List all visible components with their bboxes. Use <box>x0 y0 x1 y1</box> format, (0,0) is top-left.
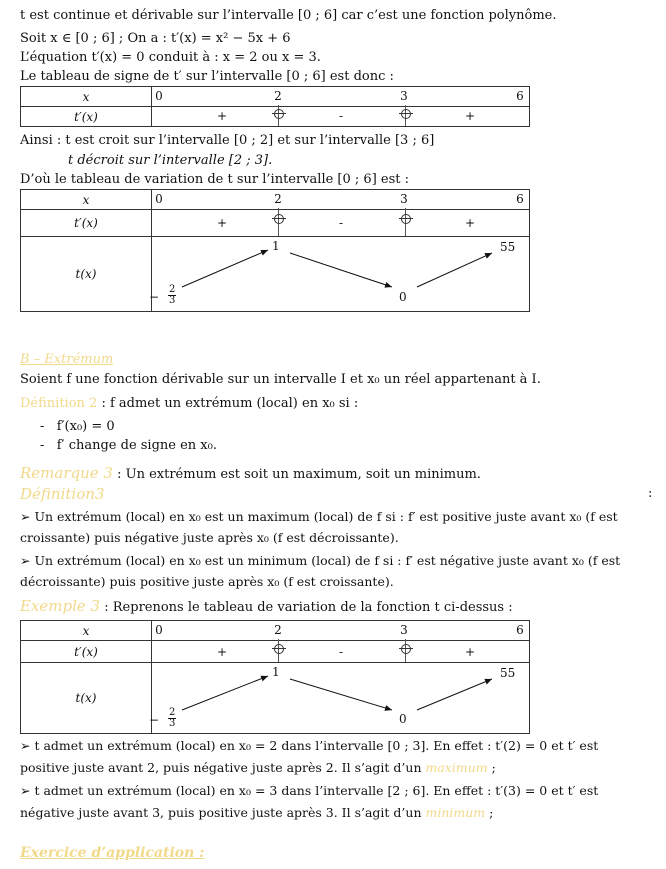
neg-sign: − <box>148 713 160 727</box>
conclusion-2-line-1: ➢ t admet un extrémum (local) en x₀ = 3 dans l’intervalle [2 ; 6]. En effet : t′(3) = 0 et t′ est <box>20 783 599 798</box>
sign-table <box>20 86 530 127</box>
value-end: 55 <box>500 240 516 254</box>
dt-header: t′(x) <box>21 210 152 237</box>
sign-plus-2: + <box>464 645 476 659</box>
x-header: x <box>21 190 152 210</box>
conclusion-1-text: positive juste avant 2, puis négative juste après 2. Il s’agit d’un <box>20 760 422 775</box>
x-6: 6 <box>516 623 524 637</box>
x-3: 3 <box>400 192 408 206</box>
line-continuity: t est continue et dérivable sur l’intervalle [0 ; 6] car c’est une fonction polynôme. <box>20 8 557 23</box>
definition-3-label: Définition3 <box>20 485 105 503</box>
x-3: 3 <box>400 89 408 103</box>
sign-plus-1: + <box>216 216 228 230</box>
value-max: 1 <box>272 239 280 253</box>
line-equation: L’équation t′(x) = 0 conduit à : x = 2 ou x = 3. <box>20 50 321 65</box>
variation-table-2 <box>20 620 530 734</box>
minimum-word: minimum <box>425 805 486 820</box>
exemple-3-label: Exemple 3 <box>20 597 101 615</box>
sign-minus: - <box>338 216 344 230</box>
remarque-3-label: Remarque 3 <box>20 464 113 482</box>
maximum-word: maximum <box>425 760 488 775</box>
exercise-heading: Exercice d’application : <box>20 845 205 861</box>
x-header: x <box>21 621 152 641</box>
minimum-def-line-1: ➢ Un extrémum (local) en x₀ est un minimum (local) de f si : f′ est négative juste avant x₀ (f est <box>20 553 621 568</box>
remarque-3-text: : Un extrémum est soit un maximum, soit un minimum. <box>117 467 481 482</box>
line-increasing: Ainsi : t est croit sur l’intervalle [0 ; 2] et sur l’intervalle [3 ; 6] <box>20 133 435 148</box>
frac-num: 2 <box>169 707 176 718</box>
x-0: 0 <box>155 623 163 637</box>
exemple-3-text: : Reprenons le tableau de variation de la fonction t ci-dessus : <box>104 600 513 615</box>
zero-marker <box>401 214 411 224</box>
definition-3-colon: : <box>648 486 653 501</box>
minimum-def-line-2: décroissante) puis positive juste après x₀ (f est croissante). <box>20 574 394 589</box>
t-header: t(x) <box>21 237 152 312</box>
sign-plus-2: + <box>464 109 476 123</box>
zero-marker <box>274 644 284 654</box>
frac-den: 3 <box>169 295 176 306</box>
conclusion-2-line-2 <box>20 805 493 821</box>
frac-den: 3 <box>169 718 176 729</box>
line-variation-intro: D’où le tableau de variation de t sur l’intervalle [0 ; 6] est : <box>20 172 409 187</box>
line-decreasing: t décroit sur l’intervalle [2 ; 3]. <box>68 153 273 168</box>
line-derivative: Soit x ∈ [0 ; 6] ; On a : t′(x) = x² − 5x + 6 <box>20 31 291 46</box>
dt-header: t′(x) <box>21 107 152 127</box>
semicolon: ; <box>489 805 494 820</box>
x-header: x <box>21 87 152 107</box>
value-end: 55 <box>500 666 516 680</box>
semicolon: ; <box>491 760 496 775</box>
value-max: 1 <box>272 665 280 679</box>
x-6: 6 <box>516 89 524 103</box>
x-0: 0 <box>155 89 163 103</box>
value-min: 0 <box>399 712 407 726</box>
x-6: 6 <box>516 192 524 206</box>
frac-num: 2 <box>169 284 176 295</box>
conclusion-2-text: négative juste avant 3, puis positive juste après 3. Il s’agit d’un <box>20 805 422 820</box>
zero-marker <box>401 109 411 119</box>
maximum-def-line-1: ➢ Un extrémum (local) en x₀ est un maximum (local) de f si : f′ est positive juste avant x₀ (f est <box>20 509 618 524</box>
variation-table-1 <box>20 189 530 312</box>
dt-header: t′(x) <box>21 641 152 663</box>
conclusion-1-line-2 <box>20 760 496 776</box>
value-min: 0 <box>399 290 407 304</box>
condition-1-text: f′(x₀) = 0 <box>56 419 115 434</box>
x-3: 3 <box>400 623 408 637</box>
x-2: 2 <box>274 623 282 637</box>
sign-minus: - <box>338 109 344 123</box>
section-b-intro: Soient f une fonction dérivable sur un intervalle I et x₀ un réel appartenant à I. <box>20 372 541 387</box>
t-header: t(x) <box>21 663 152 734</box>
section-b-heading: B – Extrémum <box>20 352 114 367</box>
definition-2-label: Définition 2 <box>20 396 98 411</box>
line-sign-table-intro: Le tableau de signe de t′ sur l’intervalle [0 ; 6] est donc : <box>20 69 394 84</box>
x-2: 2 <box>274 89 282 103</box>
condition-1: - f′(x₀) = 0 <box>40 419 115 434</box>
sign-plus-1: + <box>216 109 228 123</box>
x-2: 2 <box>274 192 282 206</box>
variation-arrows <box>152 237 530 311</box>
definition-2-text: : f admet un extrémum (local) en x₀ si : <box>101 396 359 411</box>
sign-minus: - <box>338 645 344 659</box>
x-0: 0 <box>155 192 163 206</box>
condition-2: - f′ change de signe en x₀. <box>40 438 217 453</box>
variation-arrows <box>152 663 530 733</box>
condition-2-text: f′ change de signe en x₀. <box>56 438 217 453</box>
sign-plus-2: + <box>464 216 476 230</box>
zero-marker <box>274 109 284 119</box>
maximum-def-line-2: croissante) puis négative juste après x₀ (f est décroissante). <box>20 530 399 545</box>
conclusion-1-line-1: ➢ t admet un extrémum (local) en x₀ = 2 dans l’intervalle [0 ; 3]. En effet : t′(2) = 0 et t′ est <box>20 738 599 753</box>
sign-plus-1: + <box>216 645 228 659</box>
zero-marker <box>401 644 411 654</box>
zero-marker <box>274 214 284 224</box>
neg-sign: − <box>148 290 160 304</box>
